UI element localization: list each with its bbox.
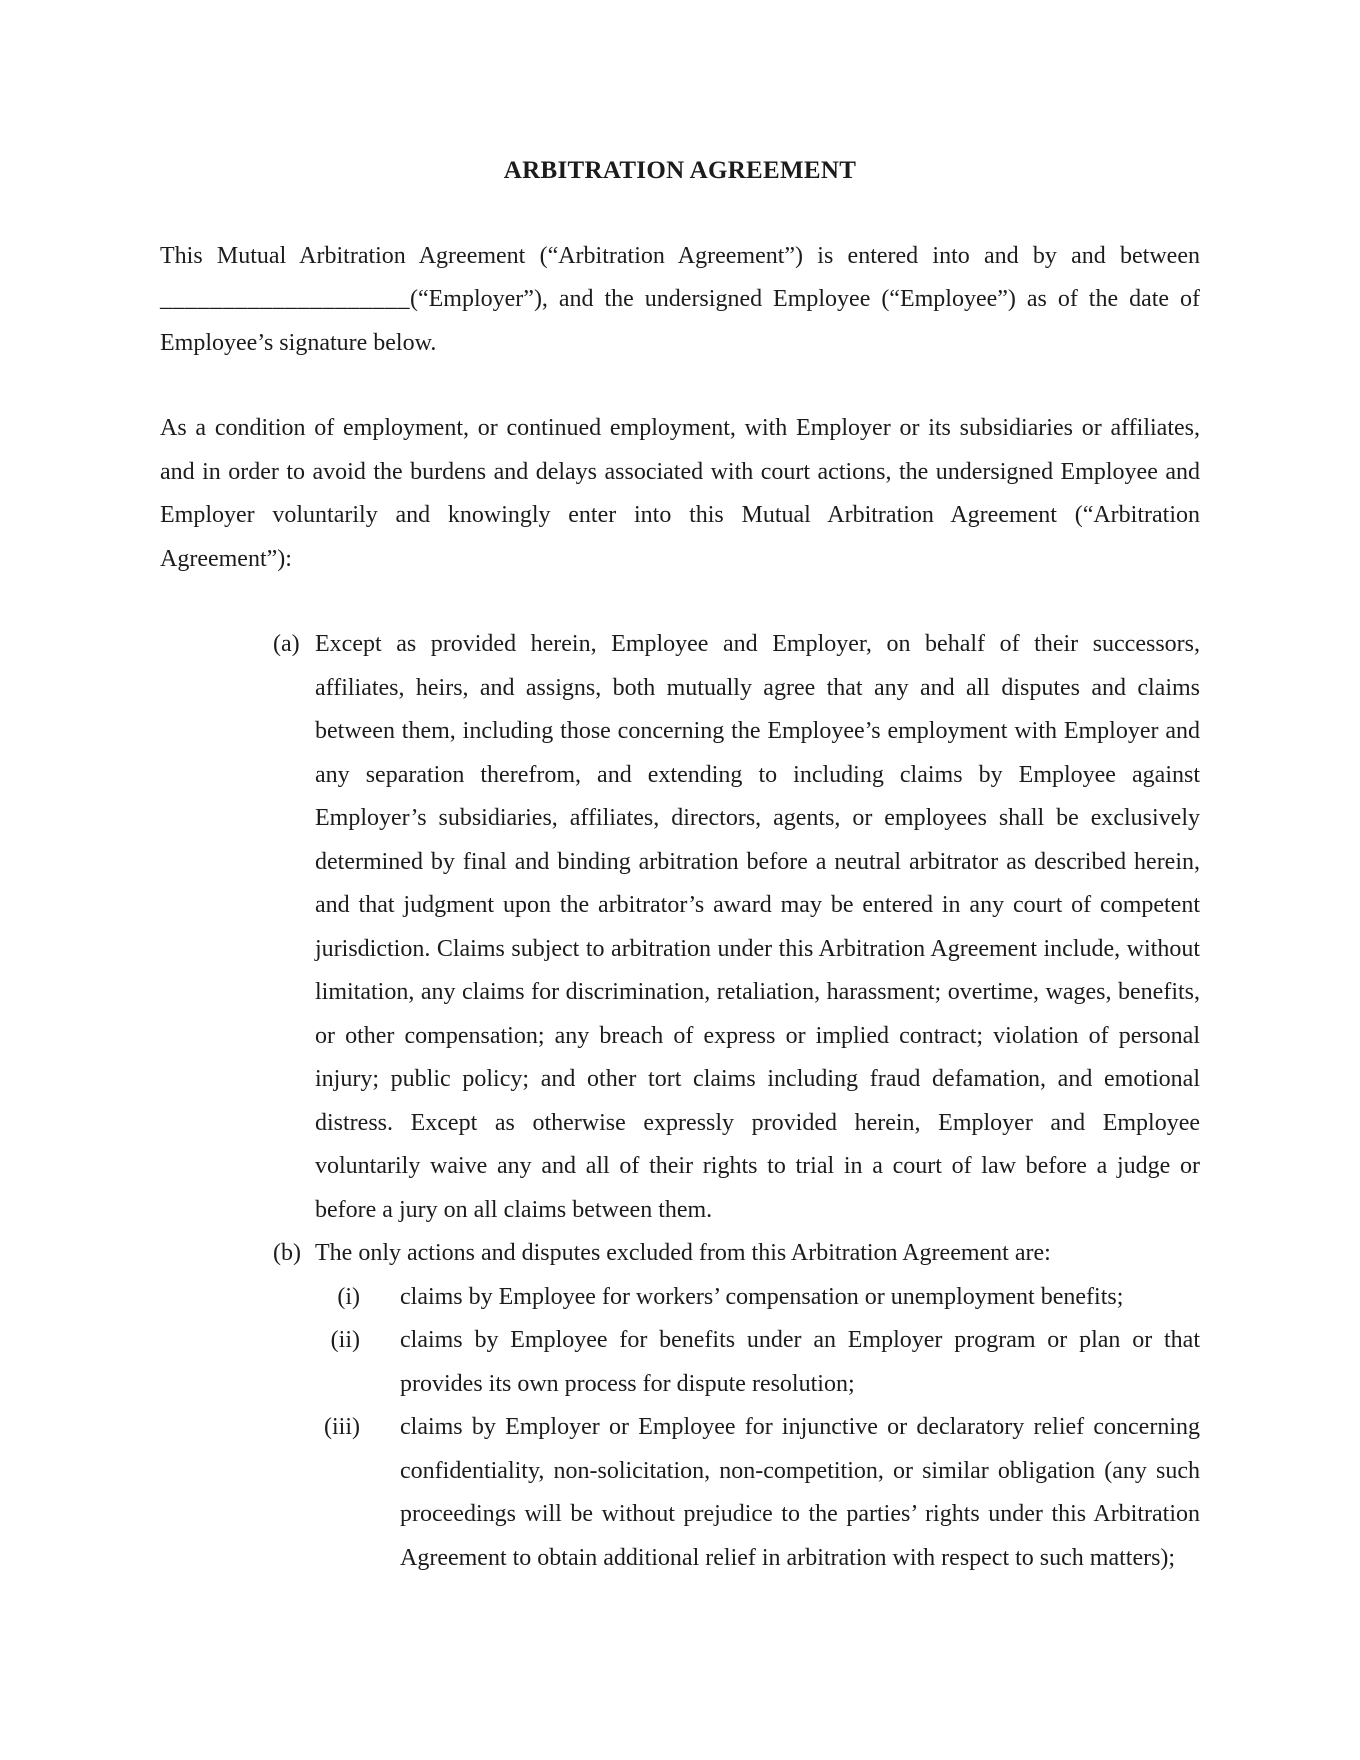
employer-name-blank-line: ____________________	[160, 286, 410, 312]
sub-text-iii: claims by Employer or Employee for injunctive or declaratory relief concerning confidentiality, non-solicitation, non-competition, or similar obligation (any such proceedings will be without prejudice to the parties’ rights under this Arbitration Agreement to obtain additional relief in arbitration with respect to such matters);	[400, 1414, 1200, 1571]
sub-marker-i: (i)	[337, 1283, 360, 1310]
intro-text-before-blank: This Mutual Arbitration Agreement (“Arbitration Agreement”) is entered into and by and between	[160, 242, 1200, 269]
list-marker-b: (b)	[273, 1240, 301, 1266]
sub-item-iii	[324, 1406, 1200, 1580]
list-text-b: The only actions and disputes excluded from this Arbitration Agreement are:	[315, 1240, 1051, 1266]
sub-text-i: claims by Employee for workers’ compensation or unemployment benefits;	[400, 1283, 1124, 1310]
list-item-a	[273, 623, 1200, 1232]
list-text-a: Except as provided herein, Employee and Employer, on behalf of their successors, affiliates, heirs, and assigns, both mutually agree that any and all disputes and claims between them, including those concerning the Employee’s employment with Employer and any separation therefrom, and extending to including claims by Employee against Employer’s subsidiaries, affiliates, directors, agents, or employees shall be exclusively determined by final and binding arbitration before a neutral arbitrator as described herein, and that judgment upon the arbitrator’s award may be entered in any court of competent jurisdiction. Claims subject to arbitration under this Arbitration Agreement include, without limitation, any claims for discrimination, retaliation, harassment; overtime, wages, benefits, or other compensation; any breach of express or implied contract; violation of personal injury; public policy; and other tort claims including fraud defamation, and emotional distress. Except as otherwise expressly provided herein, Employer and Employee voluntarily waive any and all of their rights to trial in a court of law before a judge or before a jury on all claims between them.	[315, 631, 1200, 1223]
sub-marker-ii: (ii)	[330, 1327, 360, 1353]
preamble-paragraph: As a condition of employment, or continued employment, with Employer or its subsidiaries or affiliates, and in order to avoid the burdens and delays associated with court actions, the undersigned Employee and Employer voluntarily and knowingly enter into this Mutual Arbitration Agreement (“Arbitration Agreement”):	[160, 415, 1200, 572]
sub-item-i	[337, 1276, 1200, 1320]
intro-paragraph	[160, 235, 1200, 366]
intro-text-after-blank: (“Employer”), and the undersigned Employee (“Employee”) as of the date of Employee’s signature below.	[160, 286, 1200, 356]
list-marker-a: (a)	[273, 631, 300, 657]
document-title: ARBITRATION AGREEMENT	[503, 157, 857, 184]
list-item-b	[273, 1232, 1200, 1276]
sub-text-ii: claims by Employee for benefits under an Employer program or plan or that provides its own process for dispute resolution;	[400, 1327, 1200, 1397]
sub-item-ii	[330, 1319, 1200, 1406]
sub-marker-iii: (iii)	[324, 1414, 360, 1440]
